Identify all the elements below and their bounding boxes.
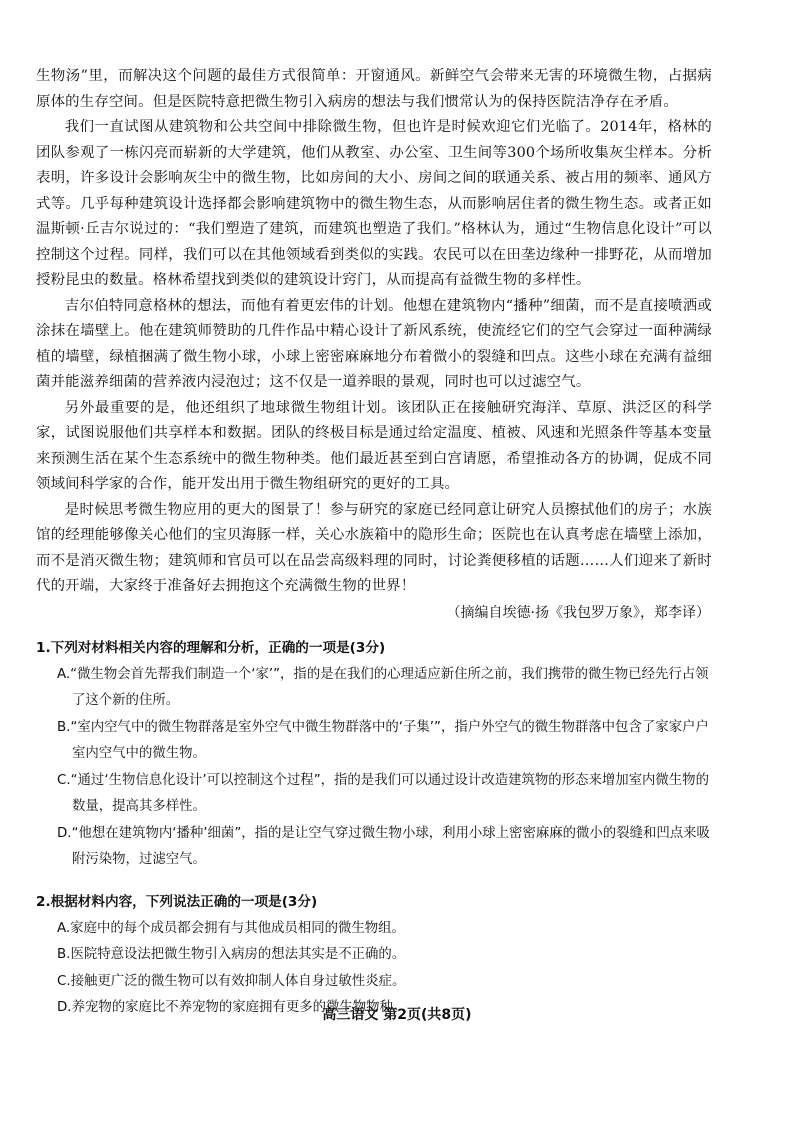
passage-source: （摘编自埃德·扬《我包罗万象》，郑李译） [446,604,710,621]
passage-paragraph: 吉尔伯特同意格林的想法，而他有着更宏伟的计划。他想在建筑物内“播种”细菌，而不是直接喷洒或涂抹在墙壁上。他在建筑师赞助的几件作品中精心设计了新风系统，使流经它们的空气会穿过一面种满绿植的墙壁，绿植捆满了微生物小球，小球上密密麻麻地分布着微小的裂缝和凹点。这些小球在充满有益细菌并能滋养细菌的营养液内浸泡过；这不仅是一道养眼的景观，同时也可以过滤空气。 [36,297,712,390]
passage-paragraph: 另外最重要的是，他还组织了地球微生物组计划。该团队正在接触研究海洋、草原、洪泛区的科学家，试图说服他们共享样本和数据。团队的终极目标是通过给定温度、植被、风速和光照条件等基本变量来预测生活在某个生态系统中的微生物种类。他们最近甚至到白宫请愿，希望推动各方的协调，促成不同领域间科学家的合作，能开发出用于微生物组研究的更好的工具。 [36,399,712,492]
option-b: B.医院特意设法把微生物引入病房的想法其实是不正确的。 [57,947,406,962]
question-stem: 1.下列对材料相关内容的理解和分析，正确的一项是(3分) [36,639,386,656]
page-footer: 高三语文 第2页(共8页) [322,1007,472,1023]
option-c: C.接触更广泛的微生物可以有效抑制人体自身过敏性炎症。 [57,973,406,989]
option-c: C.“通过‘生物信息化设计’可以控制这个过程”，指的是我们可以通过设计改造建筑物的形态来增加室内微生物的数量，提高其多样性。 [57,772,709,814]
option-d: D.“他想在建筑物内‘播种’细菌”，指的是让空气穿过微生物小球，利用小球上密密麻麻的微小的裂缝和凹点来吸附污染物，过滤空气。 [57,825,710,867]
option-b: B.“室内空气中的微生物群落是室外空气中微生物群落中的‘子集’”，指户外空气的微生物群落中包含了家家户户室内空气中的微生物。 [57,719,709,761]
passage-paragraph: 生物汤”里，而解决这个问题的最佳方式很简单：开窗通风。新鲜空气会带来无害的环境微生物，占据病原体的生存空间。但是医院特意把微生物引入病房的想法与我们惯常认为的保持医院洁净存在矛盾。 [36,68,712,110]
option-a: A.“微生物会首先帮我们制造一个‘家’”，指的是在我们的心理适应新住所之前，我们携带的微生物已经先行占领了这个新的住所。 [57,666,709,708]
option-d: D.养宠物的家庭比不养宠物的家庭拥有更多的微生物物种。 [57,1000,407,1015]
reading-passage [36,64,712,626]
passage-paragraph: 我们一直试图从建筑物和公共空间中排除微生物，但也许是时候欢迎它们光临了。2014年，格林的团队参观了一栋闪亮而崭新的大学建筑，他们从教室、办公室、卫生间等300个场所收集灰尘样本。分析表明，许多设计会影响灰尘中的微生物，比如房间的大小、房间之间的联通关系、被占用的频率、通风方式等。几乎每种建筑设计选择都会影响建筑物中的微生物生态，从而影响居住者的微生物生态。或者正如温斯顿·丘吉尔说过的：“我们塑造了建筑，而建筑也塑造了我们。”格林认为，通过“生物信息化设计”可以控制这个过程。同样，我们可以在其他领域看到类似的实践。农民可以在田垄边缘种一排野花，从而增加授粉昆虫的数量。格林希望找到类似的建筑设计窍门，从而提高有益微生物的多样性。 [36,119,712,288]
passage-paragraph: 是时候思考微生物应用的更大的图景了！参与研究的家庭已经同意让研究人员擦拭他们的房子；水族馆的经理能够像关心他们的宝贝海豚一样，关心水族箱中的隐形生命；医院也在认真考虑在墙壁上添加，而不是消灭微生物；建筑师和官员可以在品尝高级料理的同时，讨论粪便移植的话题……人们迎来了新时代的开端，大家终于准备好去拥抱这个充满微生物的世界！ [36,501,712,594]
question-1 [36,636,712,874]
question-2 [36,890,712,1022]
question-stem: 2.根据材料内容，下列说法正确的一项是(3分) [36,893,318,910]
option-a: A.家庭中的每个成员都会拥有与其他成员相同的微生物组。 [57,920,405,936]
